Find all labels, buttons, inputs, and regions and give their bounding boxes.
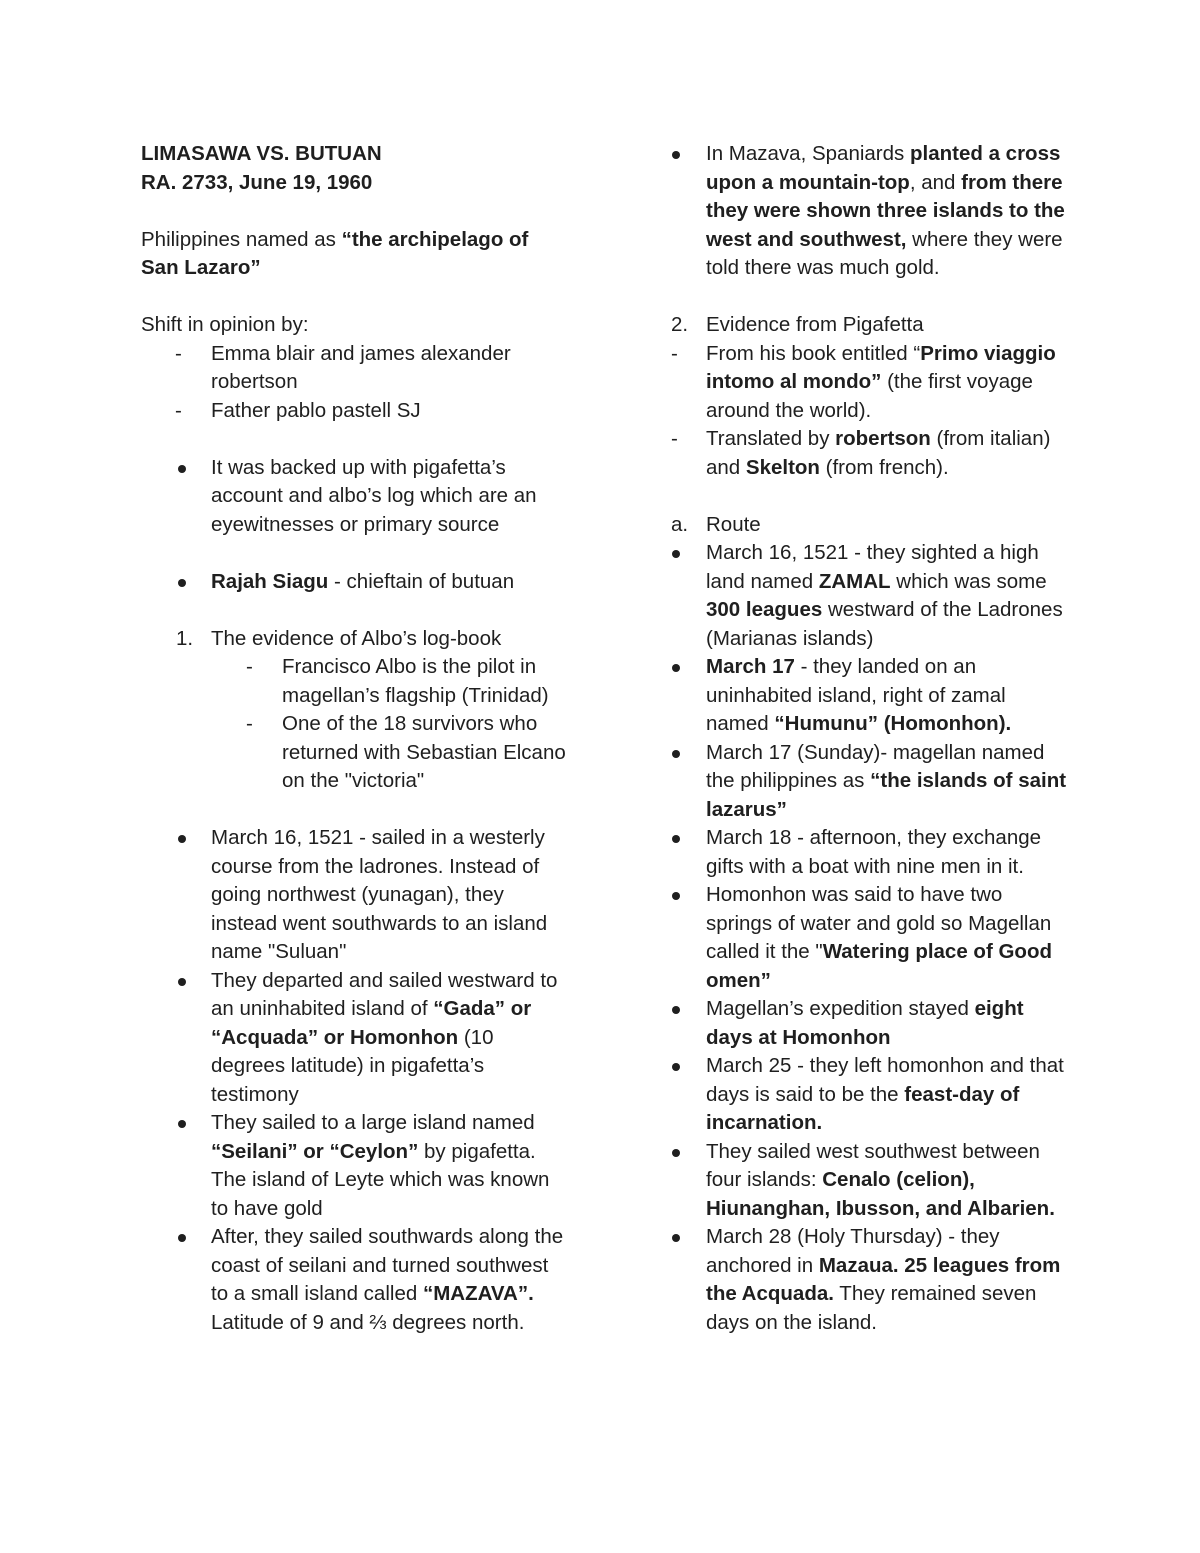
numbered-item: [141, 625, 571, 654]
list-item: [668, 340, 1068, 426]
bullet-item: [668, 739, 1068, 825]
bullet-bold: “Humunu” (Homonhon).: [774, 712, 1012, 735]
bullet-text: In Mazava, Spaniards: [706, 142, 910, 165]
bullet-text: March 25 - they left homonhon and that days is said to be the: [706, 1054, 1064, 1106]
list-item: [141, 397, 571, 426]
left-column: [141, 140, 571, 1337]
bullet-text: March 17 (Sunday)- magellan named the philippines as: [706, 740, 1045, 792]
intro-text: Philippines named as: [141, 227, 342, 251]
sub-list-item: [141, 653, 571, 710]
bullet-bold: eight days at Homonhon: [706, 997, 1024, 1049]
numbered-item: [668, 311, 1068, 340]
bullet-text: They departed and sailed westward to an uninhabited island of: [211, 968, 558, 1020]
bullet-text: March 16, 1521 - sailed in a westerly course from the ladrones. Instead of going northwest (yunagan), they instead went southwards to an island name "Suluan": [211, 826, 548, 963]
bullet-bold: Mazaua. 25 leagues from the Acquada.: [706, 1253, 1061, 1305]
bullet-item: [668, 995, 1068, 1052]
bullet-bold: Watering place of Good omen”: [706, 940, 1052, 992]
bullet-icon: [672, 550, 680, 558]
bullet-bold: 300 leagues: [706, 598, 823, 621]
dash-marker: -: [671, 341, 678, 365]
right-column: [668, 140, 1068, 1337]
list-item-text: (from french).: [819, 455, 949, 479]
list-item-bold: robertson: [835, 427, 931, 450]
bullet-text: They sailed west southwest between four islands:: [706, 1139, 1040, 1191]
list-item-text: Father pablo pastell SJ: [211, 398, 421, 422]
bullet-bold: “Gada” or “Acquada” or Homonhon: [211, 997, 532, 1049]
bullet-icon: [672, 1149, 680, 1157]
bullet-bold: March 17: [706, 655, 795, 678]
bullet-item: [668, 539, 1068, 653]
bullet-text: March 18 - afternoon, they exchange gifts with a boat with nine men in it.: [706, 826, 1042, 878]
bullet-bold: planted a cross upon a mountain-top: [706, 142, 1061, 194]
shift-label: Shift in opinion by:: [141, 313, 309, 336]
bullet-icon: [178, 579, 186, 587]
bullet-bold: Cenalo (celion), Hiunanghan, Ibusson, and Albarien.: [706, 1168, 1055, 1220]
bullet-item: [668, 653, 1068, 739]
lettered-item: [668, 511, 1068, 540]
bullet-item: [668, 881, 1068, 995]
bullet-bold: ZAMAL: [818, 569, 891, 593]
bullet-icon: [178, 1120, 186, 1128]
bullet-text: They sailed to a large island named: [211, 1111, 535, 1134]
bullet-icon: [672, 750, 680, 758]
dash-marker: -: [175, 341, 182, 365]
numbered-item-text: Evidence from Pigafetta: [706, 313, 924, 336]
bullet-text: westward of the Ladrones (Marianas islands): [706, 598, 1063, 650]
bullet-text: Latitude of 9 and ⅔ degrees north.: [211, 1310, 525, 1334]
bullet-text: - chieftain of butuan: [328, 569, 515, 593]
bullet-text: It was backed up with pigafetta’s account and albo’s log which are an eyewitnesses or primary source: [211, 455, 537, 536]
bullet-icon: [672, 664, 680, 672]
number-marker: 2.: [671, 313, 689, 336]
bullet-icon: [672, 1234, 680, 1242]
intro-bold: “the archipelago of San Lazaro”: [141, 227, 529, 279]
bullet-item: [668, 1223, 1068, 1337]
bullet-item: [668, 1052, 1068, 1138]
dash-marker: -: [246, 712, 253, 735]
list-item-text: Emma blair and james alexander robertson: [211, 341, 511, 393]
bullet-bold: “MAZAVA”.: [422, 1282, 534, 1305]
sub-item-text: Francisco Albo is the pilot in magellan’s flagship (Trinidad): [282, 655, 549, 707]
bullet-bold: “Seilani” or “Ceylon”: [211, 1139, 419, 1163]
bullet-icon: [672, 1063, 680, 1071]
bullet-item: [141, 1109, 571, 1223]
sub-item-text: One of the 18 survivors who returned with Sebastian Elcano on the "victoria": [282, 712, 566, 792]
dash-marker: -: [246, 655, 253, 678]
dash-marker: -: [175, 398, 182, 422]
bullet-item: [141, 454, 571, 540]
bullet-icon: [178, 978, 186, 986]
list-item: [141, 340, 571, 397]
bullet-icon: [672, 151, 680, 159]
list-item-bold: Skelton: [745, 455, 820, 479]
bullet-text: - they landed on an uninhabited island, right of zamal named: [706, 655, 1006, 735]
list-item-bold: Primo viaggio intomo al mondo”: [706, 341, 1056, 393]
bullet-text: Homonhon was said to have two springs of water and gold so Magellan called it the ": [706, 883, 1052, 963]
bullet-icon: [672, 1006, 680, 1014]
bullet-item: [668, 1138, 1068, 1224]
bullet-text: March 16, 1521 - they sighted a high land named: [706, 541, 1039, 593]
bullet-item: [141, 824, 571, 967]
number-marker: 1.: [176, 626, 194, 650]
sub-list-item: [141, 710, 571, 796]
bullet-text: by pigafetta. The island of Leyte which was known to have gold: [211, 1139, 550, 1220]
bullet-item: [141, 568, 571, 597]
bullet-icon: [178, 1234, 186, 1242]
letter-marker: a.: [671, 512, 689, 536]
bullet-text: where they were told there was much gold.: [706, 227, 1063, 279]
bullet-text: After, they sailed southwards along the coast of seilani and turned southwest to a small island called: [211, 1225, 564, 1305]
bullet-item: [141, 967, 571, 1110]
bullet-text: Magellan’s expedition stayed: [706, 997, 975, 1020]
bullet-text: (10 degrees latitude) in pigafetta’s testimony: [211, 1025, 494, 1106]
bullet-bold: feast-day of incarnation.: [706, 1082, 1020, 1134]
bullet-item: [668, 824, 1068, 881]
bullet-icon: [178, 465, 186, 473]
bullet-icon: [672, 835, 680, 843]
bullet-text: , and: [909, 170, 962, 194]
numbered-item-text: The evidence of Albo’s log-book: [211, 626, 502, 650]
intro-paragraph: [141, 226, 571, 283]
bullet-text: March 28 (Holy Thursday) - they anchored in: [706, 1225, 1000, 1277]
bullet-icon: [178, 835, 186, 843]
bullet-item: [668, 140, 1068, 283]
bullet-item: [141, 1223, 571, 1337]
bullet-icon: [672, 892, 680, 900]
document-subtitle: RA. 2733, June 19, 1960: [141, 170, 373, 194]
list-item-text: From his book entitled “: [706, 341, 921, 365]
bullet-bold: from there they were shown three islands to the west and southwest,: [706, 170, 1065, 251]
bullet-bold: “the islands of saint lazarus”: [706, 769, 1067, 821]
bullet-bold: Rajah Siagu: [211, 569, 329, 593]
lettered-item-text: Route: [706, 512, 761, 536]
bullet-text: which was some: [890, 569, 1047, 593]
bullet-text: They remained seven days on the island.: [706, 1282, 1037, 1334]
dash-marker: -: [671, 427, 678, 450]
list-item-text: Translated by: [706, 427, 836, 450]
list-item-text: (from italian) and: [706, 427, 1051, 479]
list-item-text: (the first voyage around the world).: [706, 370, 1033, 422]
list-item: [668, 425, 1068, 482]
document-title: LIMASAWA VS. BUTUAN: [141, 142, 382, 165]
